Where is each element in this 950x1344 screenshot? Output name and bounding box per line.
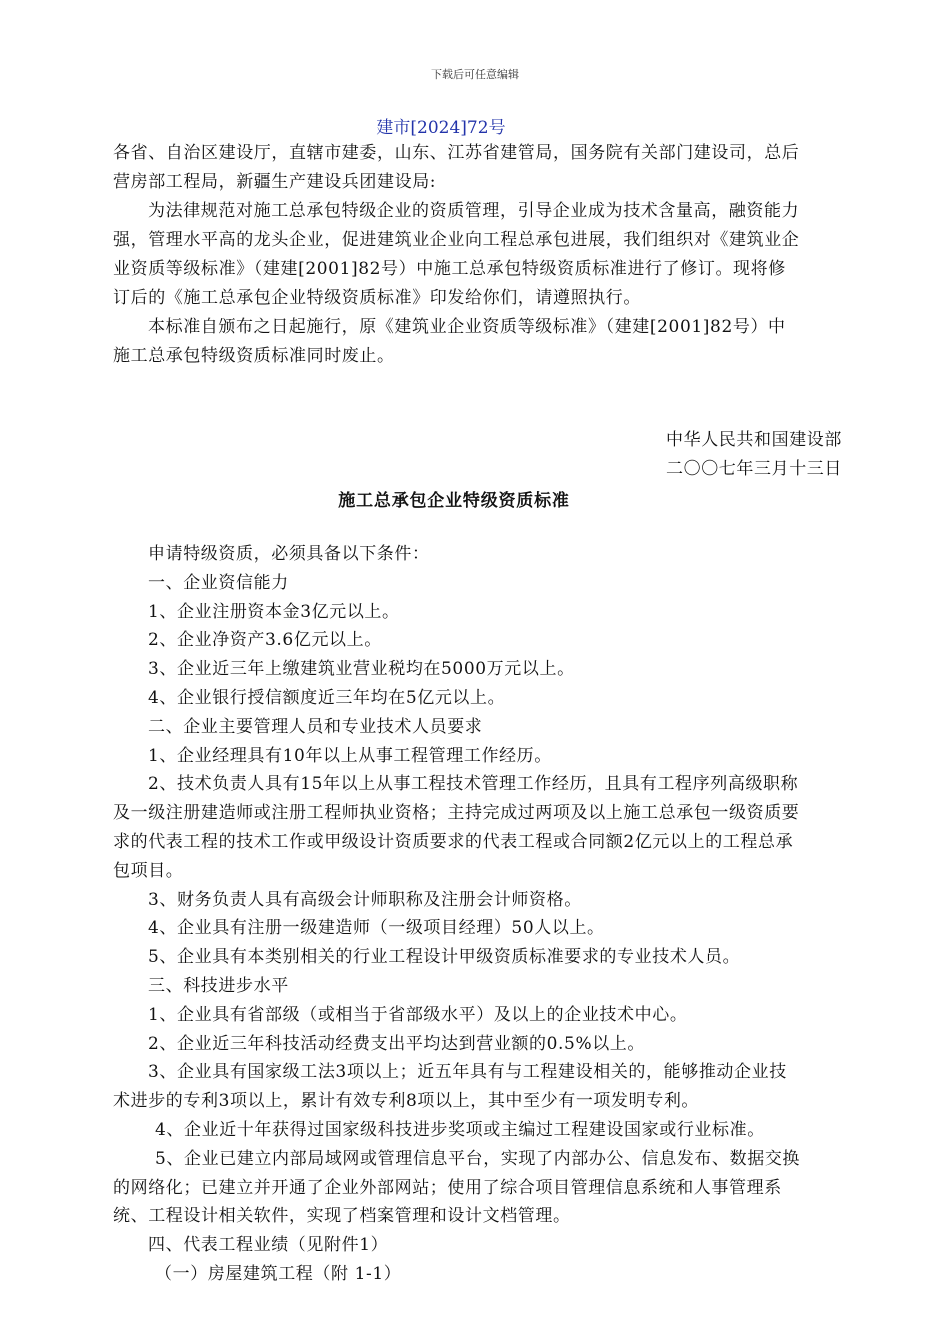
standard-title: 施工总承包企业特级资质标准 <box>338 491 570 511</box>
list-item: 3、企业近三年上缴建筑业营业税均在5000万元以上。 <box>148 659 575 680</box>
header-note: 下载后可任意编辑 <box>431 68 519 81</box>
document-number[interactable]: 建市[2024]72号 <box>376 118 506 138</box>
section-heading: 一、企业资信能力 <box>148 572 289 593</box>
signature-block <box>666 426 842 484</box>
list-item: 1、企业经理具有10年以上从事工程管理工作经历。 <box>148 745 552 766</box>
list-item: 5、企业具有本类别相关的行业工程设计甲级资质标准要求的专业技术人员。 <box>148 947 741 968</box>
issuing-organization: 中华人民共和国建设部 <box>666 430 842 450</box>
list-item: 4、企业近十年获得过国家级科技进步奖项或主编过工程建设国家或行业标准。 <box>155 1119 765 1140</box>
section-heading: 四、代表工程业绩（见附件1） <box>148 1235 389 1256</box>
list-item: 2、技术负责人具有15年以上从事工程技术管理工作经历，且具有工程序列高级职称及一级注册建造师或注册工程师执业资格；主持完成过两项及以上施工总承包一级资质要求的代表工程的技术工作或甲级设计资质要求的代表工程或合同额2亿元以上的工程总承包项目。 <box>113 774 800 881</box>
standard-body <box>113 540 803 1289</box>
list-item: 1、企业具有省部级（或相当于省部级水平）及以上的企业技术中心。 <box>148 1004 688 1025</box>
addressee: 各省、自治区建设厅，直辖市建委，山东、江苏省建管局，国务院有关部门建设司，总后营房部工程局，新疆生产建设兵团建设局: <box>113 143 800 192</box>
list-item: 2、企业近三年科技活动经费支出平均达到营业额的0.5%以上。 <box>148 1033 646 1054</box>
notice-paragraph-2: 本标准自颁布之日起施行，原《建筑业企业资质等级标准》（建建[2001]82号）中施工总承包特级资质标准同时废止。 <box>113 317 786 366</box>
section-heading: 二、企业主要管理人员和专业技术人员要求 <box>148 716 483 737</box>
list-item: 2、企业净资产3.6亿元以上。 <box>148 630 382 651</box>
notice-paragraph-1: 为法律规范对施工总承包特级企业的资质管理，引导企业成为技术含量高，融资能力强，管理水平高的龙头企业，促进建筑业企业向工程总承包进展，我们组织对《建筑业企业资质等级标准》（建建[2001]82号）中施工总承包特级资质标准进行了修订。现将修订后的《施工总承包企业特级资质标准》印发给你们，请遵照执行。 <box>113 201 800 308</box>
notice-body <box>113 139 803 371</box>
sub-section-heading: （一）房屋建筑工程（附 1-1） <box>155 1263 402 1284</box>
list-item: 3、企业具有国家级工法3项以上；近五年具有与工程建设相关的，能够推动企业技术进步的专利3项以上，累计有效专利8项以上，其中至少有一项发明专利。 <box>113 1062 787 1112</box>
issue-date: 二〇〇七年三月十三日 <box>666 459 842 479</box>
list-item: 4、企业具有注册一级建造师（一级项目经理）50人以上。 <box>148 918 605 939</box>
list-item: 1、企业注册资本金3亿元以上。 <box>148 601 400 622</box>
section-heading: 三、科技进步水平 <box>148 975 289 996</box>
standard-intro: 申请特级资质，必须具备以下条件： <box>148 544 430 564</box>
list-item: 5、企业已建立内部局域网或管理信息平台，实现了内部办公、信息发布、数据交换的网络化；已建立并开通了企业外部网站；使用了综合项目管理信息系统和人事管理系统、工程设计相关软件，实现了档案管理和设计文档管理。 <box>113 1148 801 1227</box>
list-item: 4、企业银行授信额度近三年均在5亿元以上。 <box>148 687 506 708</box>
list-item: 3、财务负责人具有高级会计师职称及注册会计师资格。 <box>148 889 582 910</box>
